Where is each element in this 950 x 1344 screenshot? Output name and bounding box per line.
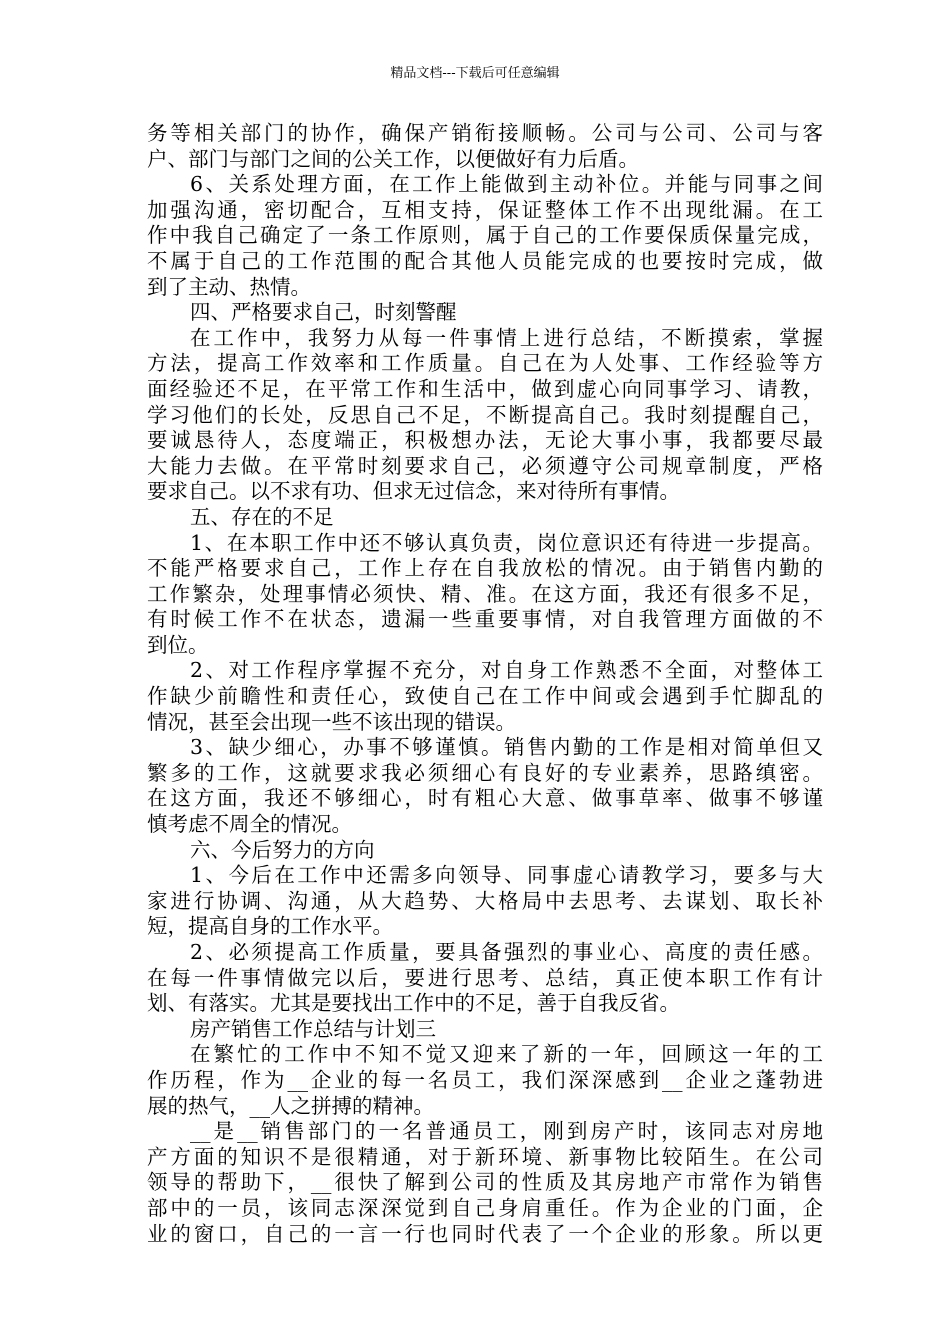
text-line: 六、今后努力的方向 (190, 837, 375, 862)
text-line: 房产销售工作总结与计划三 (190, 1016, 436, 1041)
text-line: 在工作中，我努力从每一件事情上进行总结，不断摸索，掌握 (190, 325, 823, 350)
text-line: 领导的帮助下，__很快了解到公司的性质及其房地产市常作为销售 (147, 1170, 823, 1195)
text-line: 学习他们的长处，反思自己不足，不断提高自己。我时刻提醒自己， (147, 402, 823, 427)
text-line: 大能力去做。在平常时刻要求自己，必须遵守公司规章制度，严格 (147, 453, 823, 478)
text-line: 要求自己。以不求有功、但求无过信念，来对待所有事情。 (147, 479, 680, 504)
text-line: 户、部门与部门之间的公关工作，以便做好有力后盾。 (147, 146, 639, 171)
text-line: __是__销售部门的一名普通员工，刚到房产时，该同志对房地 (190, 1119, 823, 1144)
text-line: 2、必须提高工作质量，要具备强烈的事业心、高度的责任感。 (190, 940, 823, 964)
text-line: 部中的一员，该同志深深觉到自己身肩重任。作为企业的门面，企 (147, 1195, 823, 1220)
page-header: 精品文档---下载后可任意编辑 (390, 66, 560, 81)
text-line: 情况，甚至会出现一些不该出现的错误。 (147, 709, 516, 734)
text-line: 作历程，作为__企业的每一名员工，我们深深感到__企业之蓬勃进 (147, 1067, 823, 1092)
text-line: 在繁忙的工作中不知不觉又迎来了新的一年，回顾这一年的工 (190, 1042, 823, 1067)
text-line: 2、对工作程序掌握不充分，对自身工作熟悉不全面，对整体工 (190, 658, 823, 683)
text-line: 展的热气，__人之拼搏的精神。 (147, 1093, 434, 1118)
text-line: 作中我自己确定了一条工作原则，属于自己的工作要保质保量完成， (147, 223, 823, 248)
text-line: 在这方面，我还不够细心，时有粗心大意、做事草率、做事不够谨 (147, 786, 823, 811)
document-body (147, 121, 823, 1247)
text-line: 方法，提高工作效率和工作质量。自己在为人处事、工作经验等方 (147, 351, 823, 376)
text-line: 1、在本职工作中还不够认真负责，岗位意识还有待进一步提高。 (190, 530, 823, 555)
text-line: 务等相关部门的协作，确保产销衔接顺畅。公司与公司、公司与客 (147, 121, 823, 145)
text-line: 1、今后在工作中还需多向领导、同事虚心请教学习，要多与大 (190, 863, 823, 888)
text-line: 要诚恳待人，态度端正，积极想办法，无论大事小事，我都要尽最 (147, 428, 823, 453)
text-line: 有时候工作不在状态，遗漏一些重要事情，对自我管理方面做的不 (147, 607, 823, 632)
text-line: 家进行协调、沟通，从大趋势、大格局中去思考、去谋划、取长补 (147, 888, 823, 913)
text-line: 到了主动、热情。 (147, 274, 311, 299)
text-line: 作缺少前瞻性和责任心，致使自己在工作中间或会遇到手忙脚乱的 (147, 684, 823, 709)
text-line: 到位。 (147, 632, 209, 657)
text-line: 产方面的知识不是很精通，对于新环境、新事物比较陌生。在公司 (147, 1144, 823, 1169)
text-line: 3、缺少细心，办事不够谨慎。销售内勤的工作是相对简单但又 (190, 735, 823, 760)
text-line: 在每一件事情做完以后，要进行思考、总结，真正使本职工作有计 (147, 965, 823, 990)
text-line: 加强沟通，密切配合，互相支持，保证整体工作不出现纰漏。在工 (147, 197, 823, 222)
text-line: 繁多的工作，这就要求我必须细心有良好的专业素养，思路缜密。 (147, 760, 823, 785)
text-line: 慎考虑不周全的情况。 (147, 812, 352, 837)
text-line: 划、有落实。尤其是要找出工作中的不足，善于自我反省。 (147, 991, 680, 1016)
text-line: 四、严格要求自己，时刻警醒 (190, 300, 457, 325)
text-line: 五、存在的不足 (190, 504, 334, 529)
text-line: 短，提高自身的工作水平。 (147, 914, 393, 939)
text-line: 业的窗口，自己的一言一行也同时代表了一个企业的形象。所以更 (147, 1221, 823, 1246)
text-line: 6、关系处理方面，在工作上能做到主动补位。并能与同事之间 (190, 172, 823, 197)
text-line: 面经验还不足，在平常工作和生活中，做到虚心向同事学习、请教， (147, 376, 823, 401)
text-line: 不能严格要求自己，工作上存在自我放松的情况。由于销售内勤的 (147, 556, 823, 581)
text-line: 不属于自己的工作范围的配合其他人员能完成的也要按时完成，做 (147, 248, 823, 273)
text-line: 工作繁杂，处理事情必须快、精、准。在这方面，我还有很多不足， (147, 581, 823, 606)
